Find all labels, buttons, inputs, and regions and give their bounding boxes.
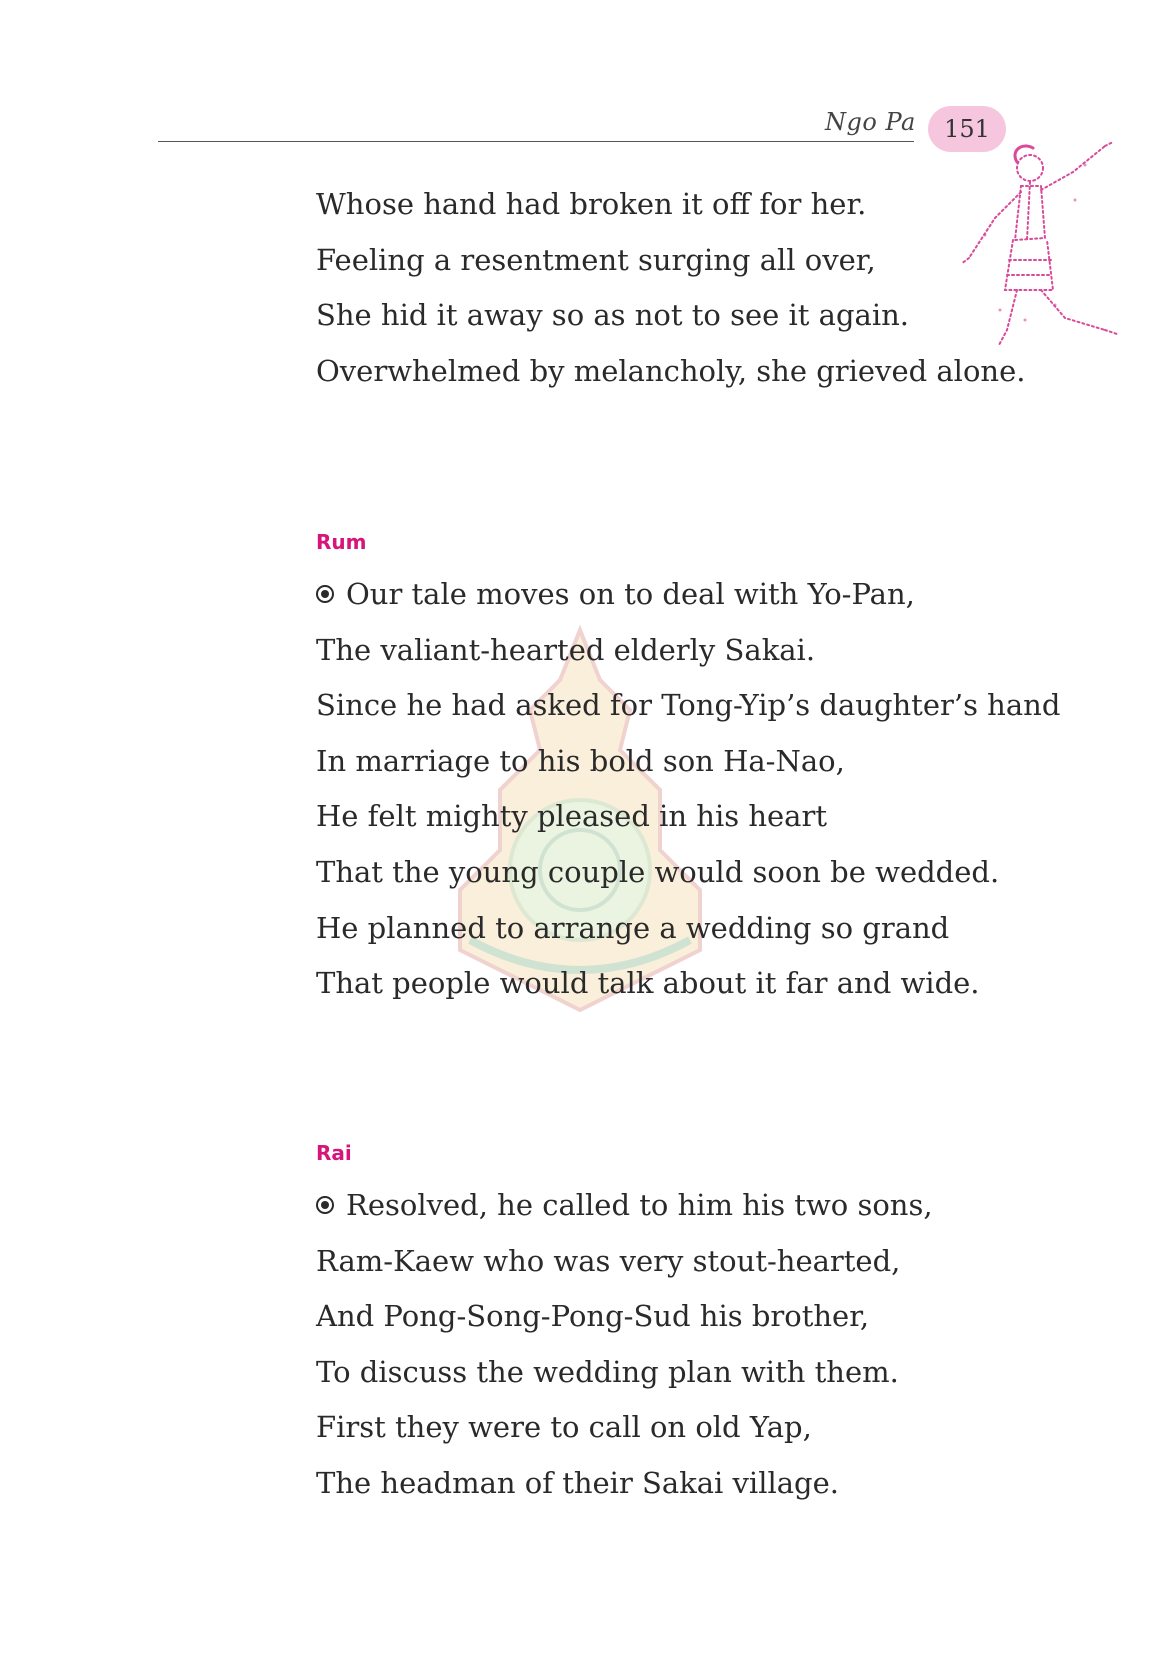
verse-line: He felt mighty pleased in his heart: [316, 799, 827, 834]
verse-line: That people would talk about it far and wide.: [316, 966, 980, 1001]
stanza-rai: [316, 1178, 933, 1512]
verse-line: The valiant-hearted elderly Sakai.: [316, 632, 816, 667]
verse-line: Whose hand had broken it off for her.: [316, 187, 867, 221]
verse-line: She hid it away so as not to see it again.: [316, 298, 909, 333]
verse-line: First they were to call on old Yap,: [316, 1410, 812, 1445]
verse-line-text: Our tale moves on to deal with Yo-Pan,: [346, 577, 915, 611]
verse-line: Ram-Kaew who was very stout-hearted,: [316, 1243, 901, 1278]
stanza-continuation: [316, 177, 1025, 399]
verse-line: Since he had asked for Tong-Yip’s daughter’s hand: [316, 688, 1061, 723]
verse-line: Overwhelmed by melancholy, she grieved alone.: [316, 353, 1026, 388]
header-rule: [158, 141, 914, 142]
section-label-rum: Rum: [316, 530, 367, 554]
verse-line: That the young couple would soon be wedded.: [316, 854, 1000, 889]
bullet-icon: [316, 585, 334, 603]
section-label-rai: Rai: [316, 1141, 352, 1165]
verse-line: He planned to arrange a wedding so grand: [316, 910, 950, 945]
verse-line: And Pong-Song-Pong-Sud his brother,: [316, 1299, 870, 1334]
stanza-rum: [316, 567, 1060, 1012]
verse-line-text: Resolved, he called to him his two sons,: [346, 1188, 933, 1222]
verse-line: The headman of their Sakai village.: [316, 1465, 839, 1500]
running-title: Ngo Pa: [825, 108, 916, 136]
verse-line: To discuss the wedding plan with them.: [316, 1354, 899, 1389]
bullet-icon: [316, 1196, 334, 1214]
verse-line: [316, 567, 1060, 623]
verse-line: In marriage to his bold son Ha-Nao,: [316, 743, 845, 778]
verse-line: Feeling a resentment surging all over,: [316, 242, 876, 277]
page-number: 151: [944, 115, 990, 143]
verse-line: [316, 1178, 933, 1234]
